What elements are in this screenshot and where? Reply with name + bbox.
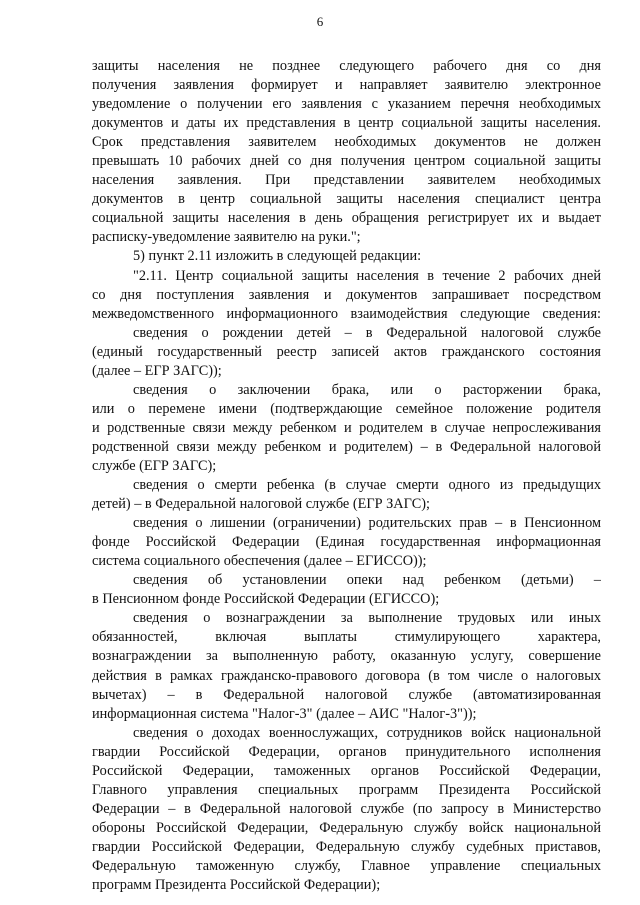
text-line: документов и даты их представления в центр социальной защиты населения. <box>92 115 601 132</box>
text-line: гвардии Российской Федерации, Федеральную службу судебных приставов, <box>92 838 601 855</box>
text-line: документов в центр социальной защиты населения специалист центра <box>92 191 601 208</box>
text-line: службе (ЕГР ЗАГС); <box>92 457 217 474</box>
text-line: информационная система "Налог-3" (далее – АИС "Налог-3")); <box>92 705 477 722</box>
text-line: и родственные связи между ребенком и родителем в случае непрослеживания <box>92 419 601 436</box>
text-line: обороны Российской Федерации, Федеральную службу войск национальной <box>92 819 601 836</box>
text-line: Федерации – в Федеральной налоговой службе (по запросу в Министерство <box>92 800 601 817</box>
text-line: превышать 10 рабочих дней со дня получения центром социальной защиты <box>92 153 601 170</box>
text-line: программ Президента Российской Федерации); <box>92 877 381 894</box>
text-line: система социального обеспечения (далее – ЕГИССО)); <box>92 553 427 570</box>
document-body <box>92 57 601 895</box>
text-line: или о перемене имени (подтверждающие семейное положение родителя <box>92 400 601 417</box>
text-line: защиты населения не позднее следующего рабочего дня со дня <box>92 58 601 74</box>
text-line: обязанностей, включая выплаты стимулирующего характера, <box>92 629 601 646</box>
text-line: родственной связи между ребенком и родителем) – в Федеральной налоговой <box>92 438 601 455</box>
text-line: фонде Российской Федерации (Единая государственная информационная <box>92 534 601 551</box>
text-line: (единый государственный реестр записей актов гражданского состояния <box>92 343 601 360</box>
text-line: Федеральную таможенную службу, Главное управление специальных <box>92 857 601 874</box>
text-line: Срок представления заявителем необходимых документов не должен <box>92 134 601 151</box>
text-line: уведомление о получении его заявления с указанием перечня необходимых <box>92 96 601 113</box>
text-line: в Пенсионном фонде Российской Федерации (ЕГИССО); <box>92 591 440 608</box>
text-line: вычетах) – в Федеральной налоговой службе (автоматизированная <box>92 686 601 703</box>
text-line: детей) – в Федеральной налоговой службе (ЕГР ЗАГС); <box>92 496 430 513</box>
text-line: получения заявления формирует и направляет заявителю электронное <box>92 77 601 94</box>
text-line: Российской Федерации, таможенных органов Российской Федерации, <box>92 762 601 779</box>
text-line: сведения о рождении детей – в Федеральной налоговой службе <box>133 324 601 341</box>
text-line: сведения о лишении (ограничении) родительских прав – в Пенсионном <box>133 515 601 532</box>
text-line: расписку-уведомление заявителю на руки."; <box>92 229 361 246</box>
text-line: сведения о заключении брака, или о расторжении брака, <box>133 381 601 398</box>
text-line: действия в рамках гражданско-правового договора (в том числе о налоговых <box>92 667 601 684</box>
text-line: сведения о вознаграждении за выполнение трудовых или иных <box>133 610 601 627</box>
text-line: межведомственного информационного взаимодействия следующие сведения: <box>92 305 601 322</box>
text-line: со дня поступления заявления и документов запрашивает посредством <box>92 286 601 303</box>
text-line: сведения о смерти ребенка (в случае смерти одного из предыдущих <box>133 477 601 494</box>
text-line: Главного управления специальных программ Президента Российской <box>92 781 601 798</box>
text-line: (далее – ЕГР ЗАГС)); <box>92 362 222 379</box>
text-line: 5) пункт 2.11 изложить в следующей редакции: <box>133 248 422 265</box>
text-line: вознаграждении за выполненную работу, оказанную услугу, совершение <box>92 648 601 665</box>
page-number: 6 <box>316 14 324 29</box>
text-line: гвардии Российской Федерации, органов принудительного исполнения <box>92 743 601 760</box>
text-line: социальной защиты населения в день обращения регистрирует их и выдает <box>92 210 601 227</box>
text-line: сведения об установлении опеки над ребенком (детьми) – <box>133 572 601 589</box>
text-line: "2.11. Центр социальной защиты населения в течение 2 рабочих дней <box>133 267 601 284</box>
text-line: сведения о доходах военнослужащих, сотрудников войск национальной <box>133 724 601 741</box>
text-line: населения заявления. При представлении заявителем необходимых <box>92 172 601 189</box>
